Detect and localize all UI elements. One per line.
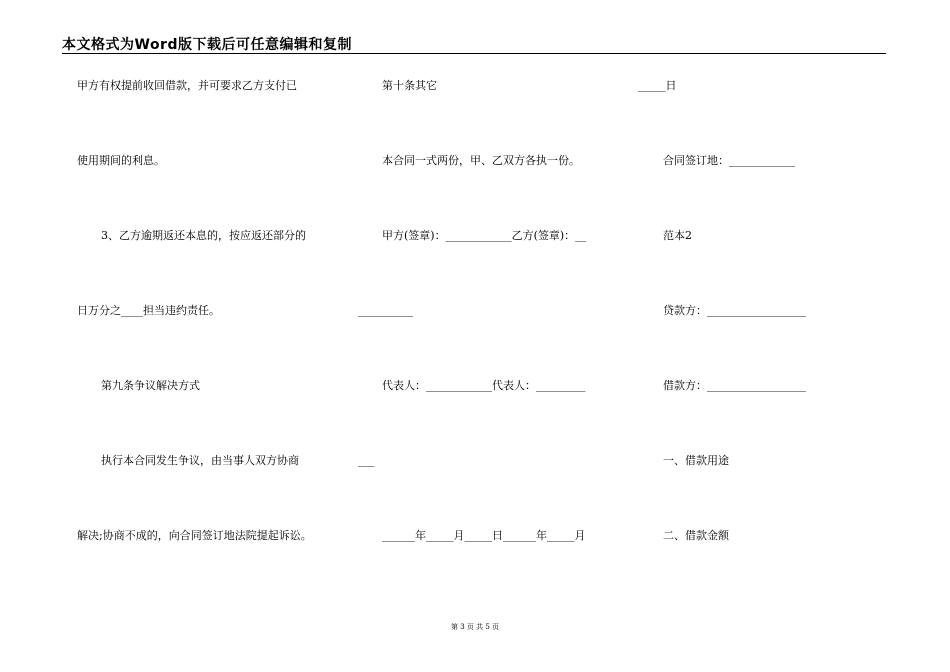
middle-line-1: 第十条其它: [382, 79, 437, 92]
left-line-1: 甲方有权提前收回借款，并可要求乙方支付已: [77, 79, 297, 92]
header-divider: [62, 53, 886, 54]
left-line-2: 使用期间的利息。: [77, 154, 165, 167]
right-line-5: 借款方：__________________: [663, 379, 806, 392]
document-header-title: 本文格式为Word版下载后可任意编辑和复制: [62, 37, 352, 53]
right-line-4: 贷款方：__________________: [663, 304, 806, 317]
middle-line-5: 代表人：____________代表人：_________: [382, 379, 586, 392]
middle-line-6: ___: [358, 454, 375, 467]
left-line-5: 第九条争议解决方式: [101, 379, 200, 392]
right-line-6: 一、借款用途: [663, 454, 729, 467]
middle-line-7: ______年_____月_____日______年_____月: [382, 529, 586, 542]
middle-line-4: __________: [358, 304, 413, 317]
middle-line-2: 本合同一式两份，甲、乙双方各执一份。: [382, 154, 580, 167]
right-line-2: 合同签订地：____________: [663, 154, 795, 167]
right-line-1: _____日: [638, 79, 677, 92]
left-line-4: 日万分之____担当违约责任。: [77, 304, 220, 317]
right-line-3: 范本2: [663, 229, 692, 242]
page-indicator: 第 3 页 共 5 页: [450, 623, 500, 631]
left-line-7: 解决;协商不成的，向合同签订地法院提起诉讼。: [77, 529, 312, 542]
right-line-7: 二、借款金额: [663, 529, 729, 542]
middle-line-3: 甲方(签章)：____________乙方(签章)：__: [382, 229, 587, 242]
left-line-6: 执行本合同发生争议，由当事人双方协商: [101, 454, 299, 467]
left-line-3: 3、乙方逾期返还本息的，按应返还部分的: [101, 229, 306, 242]
